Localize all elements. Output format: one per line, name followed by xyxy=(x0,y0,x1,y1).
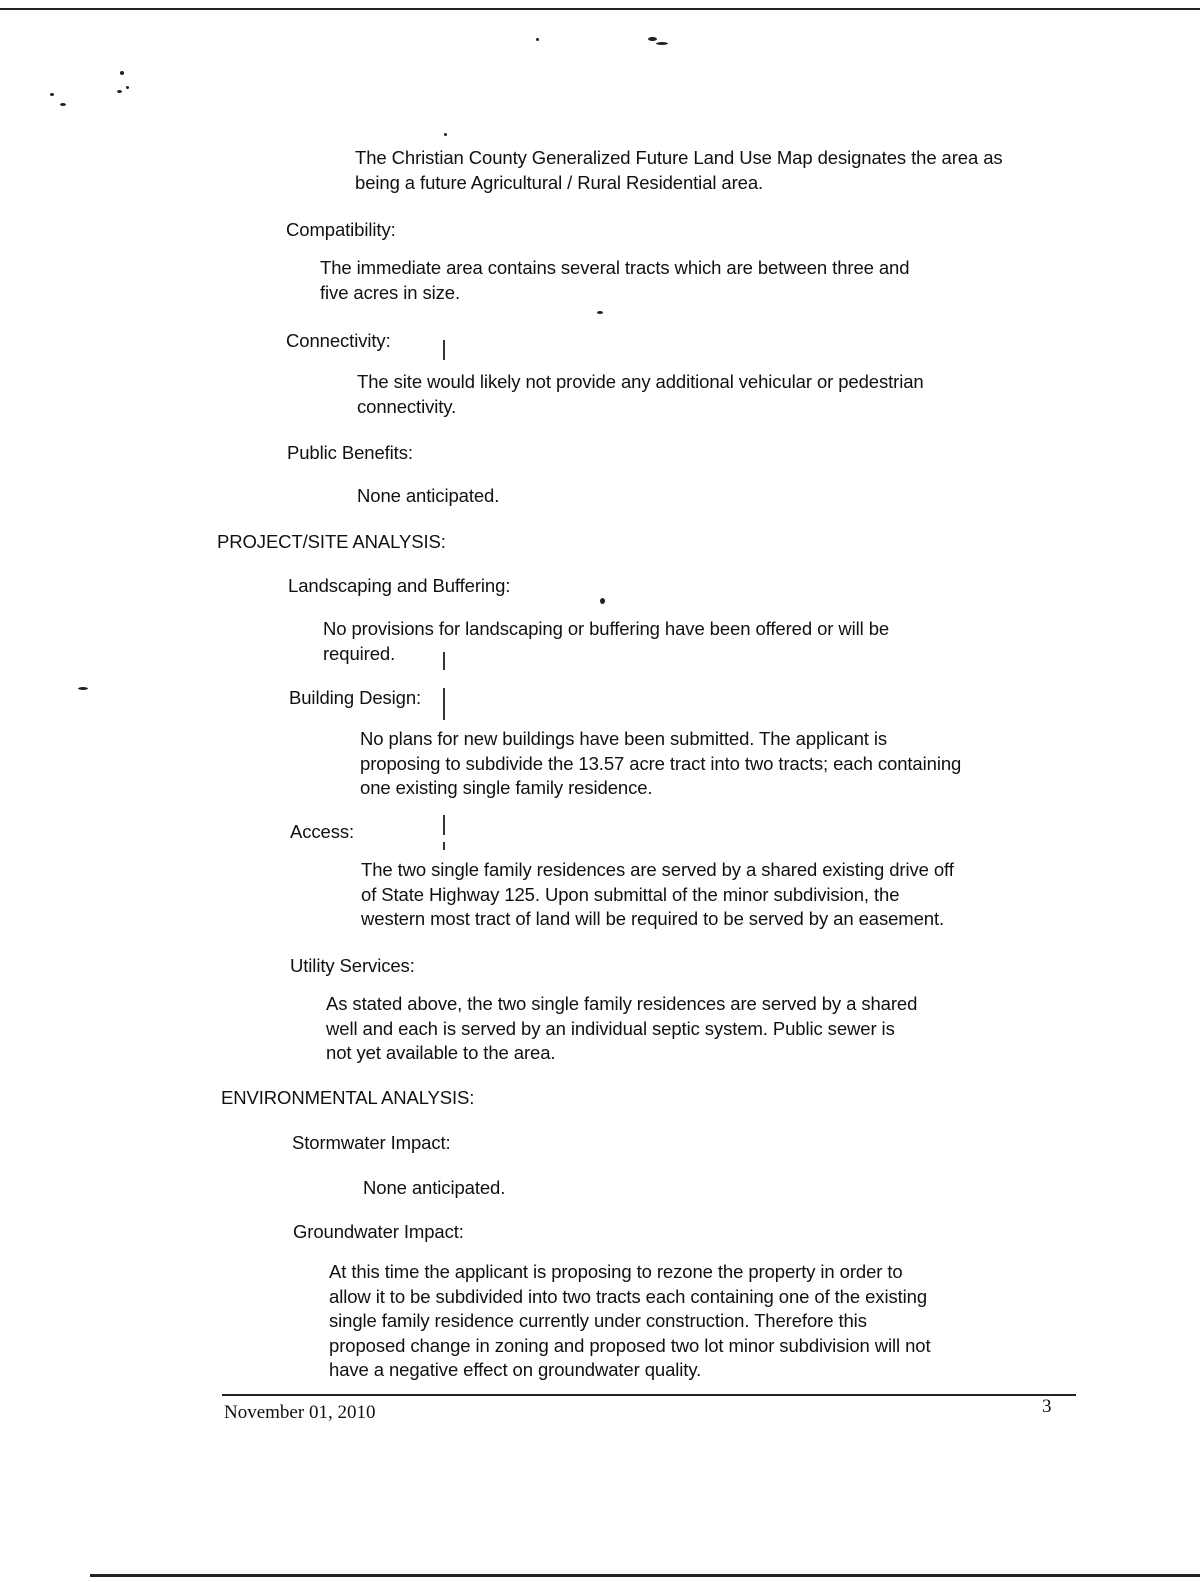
compatibility-paragraph: The immediate area contains several tracts which are between three and five acres in size. xyxy=(320,257,910,303)
stormwater-text: None anticipated. xyxy=(363,1177,506,1198)
landscaping-paragraph: No provisions for landscaping or buffering have been offered or will be required. xyxy=(323,618,890,664)
scan-speck xyxy=(117,90,122,93)
scan-mark xyxy=(443,815,445,835)
page-number: 3 xyxy=(1042,1396,1052,1417)
scan-speck xyxy=(78,687,88,690)
groundwater-paragraph: At this time the applicant is proposing to rezone the property in order to allow it to be subdivided into two tracts each containing one of the existing single family residence currently under construction. Therefore this proposed change in zoning and proposed two lot minor subdivision will not have a negative effect on groundwater quality. xyxy=(329,1261,931,1380)
scan-mark xyxy=(443,688,445,720)
landscaping-heading: Landscaping and Buffering: xyxy=(288,575,511,596)
scan-mark xyxy=(443,842,445,850)
groundwater-heading: Groundwater Impact: xyxy=(293,1221,464,1242)
scan-speck xyxy=(656,42,668,45)
scan-speck xyxy=(536,38,539,41)
utility-services-paragraph: As stated above, the two single family residences are served by a shared well and each is served by an individual septic system. Public sewer is not yet available to the area. xyxy=(326,993,918,1063)
scan-speck xyxy=(600,598,605,604)
footer-rule xyxy=(222,1394,1076,1396)
scan-mark xyxy=(443,340,445,360)
access-heading: Access: xyxy=(290,821,355,842)
scan-speck xyxy=(120,71,124,75)
scan-speck xyxy=(597,311,603,314)
environmental-analysis-heading: ENVIRONMENTAL ANALYSIS: xyxy=(221,1087,475,1108)
access-paragraph: The two single family residences are served by a shared existing drive off of State Highway 125. Upon submittal of the minor subdivision, the western most tract of land will be required to be served by an easement. xyxy=(361,859,954,929)
stormwater-heading: Stormwater Impact: xyxy=(292,1132,451,1153)
scan-speck xyxy=(126,86,129,89)
building-design-heading: Building Design: xyxy=(289,687,422,708)
scan-speck xyxy=(648,37,657,41)
land-use-paragraph: The Christian County Generalized Future Land Use Map designates the area as being a future Agricultural / Rural Residential area. xyxy=(355,147,1003,193)
scan-speck xyxy=(60,103,66,106)
compatibility-heading: Compatibility: xyxy=(286,219,396,240)
building-design-paragraph: No plans for new buildings have been submitted. The applicant is proposing to subdivide the 13.57 acre tract into two tracts; each containing one existing single family residence. xyxy=(360,728,962,798)
project-site-analysis-heading: PROJECT/SITE ANALYSIS: xyxy=(217,531,446,552)
scan-speck xyxy=(444,133,447,136)
top-edge-line xyxy=(0,8,1200,10)
public-benefits-text: None anticipated. xyxy=(357,485,500,506)
scan-speck xyxy=(50,93,54,96)
footer-date: November 01, 2010 xyxy=(224,1402,376,1423)
bottom-edge-line xyxy=(90,1574,1200,1577)
connectivity-heading: Connectivity: xyxy=(286,330,391,351)
public-benefits-heading: Public Benefits: xyxy=(287,442,413,463)
utility-services-heading: Utility Services: xyxy=(290,955,415,976)
connectivity-paragraph: The site would likely not provide any additional vehicular or pedestrian connectivity. xyxy=(357,371,924,417)
